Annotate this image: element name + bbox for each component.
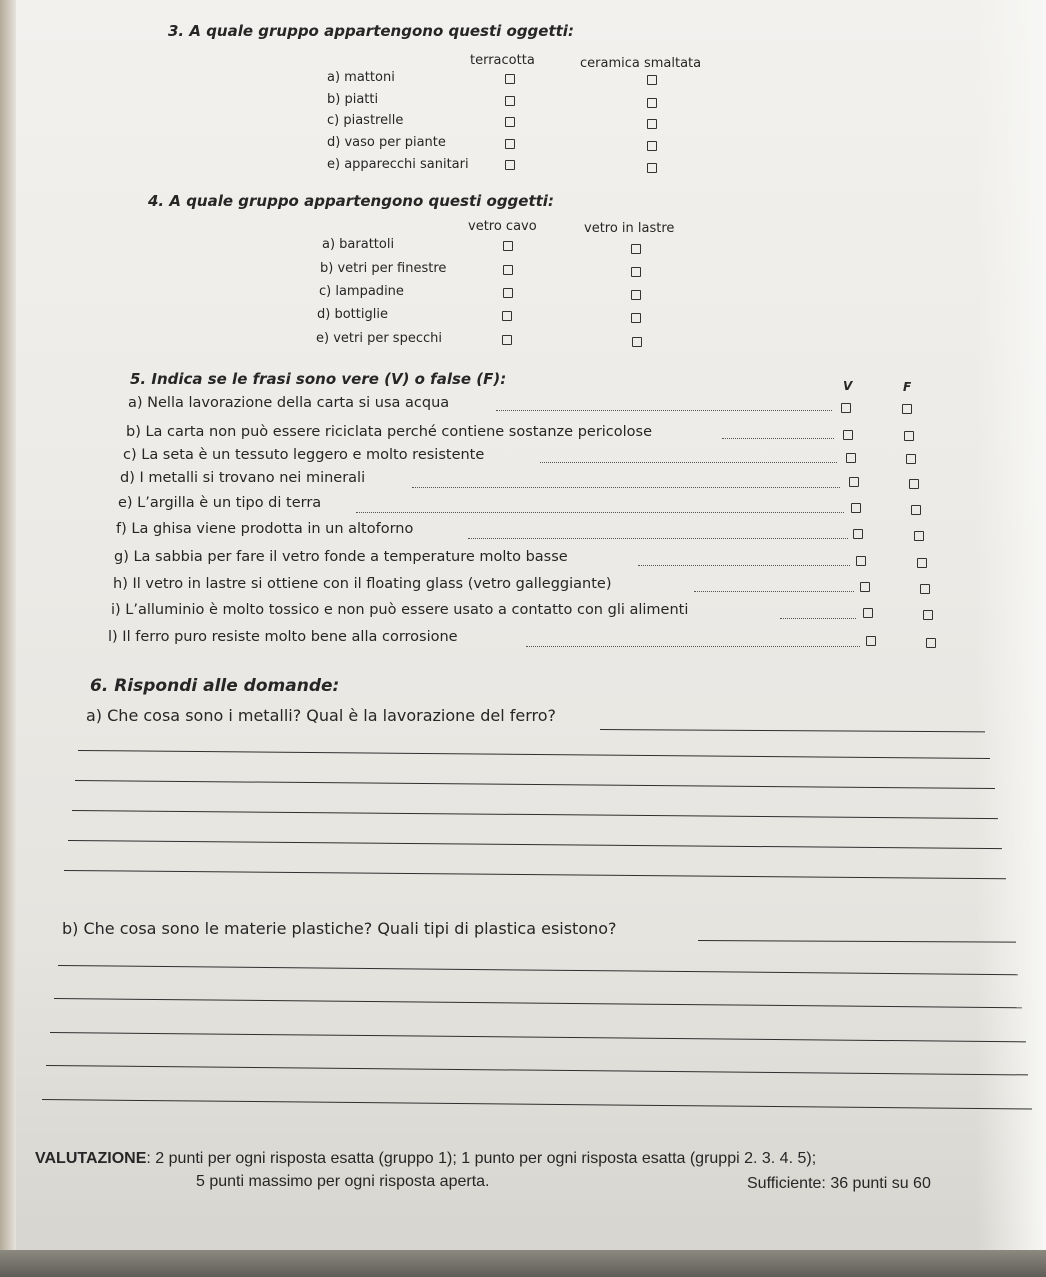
q4-checkbox-d-cavo[interactable] xyxy=(502,311,512,321)
q5-dots-g xyxy=(638,565,850,566)
q6-question-a: a) Che cosa sono i metalli? Qual è la lavorazione del ferro? xyxy=(86,706,557,725)
q5-dots-b xyxy=(722,438,834,439)
answer-line-a-1[interactable] xyxy=(78,750,990,759)
q5-checkbox-b-f[interactable] xyxy=(904,431,914,441)
answer-line-b-3[interactable] xyxy=(50,1032,1026,1042)
q3-checkbox-d-ceramica[interactable] xyxy=(647,141,657,151)
q4-item-a: a) barattoli xyxy=(322,237,395,252)
q5-checkbox-i-v[interactable] xyxy=(863,608,873,618)
q3-checkbox-e-ceramica[interactable] xyxy=(647,163,657,173)
valutazione-sufficiente: Sufficiente: 36 punti su 60 xyxy=(747,1175,931,1192)
answer-line-b-2[interactable] xyxy=(54,998,1022,1008)
q5-checkbox-a-v[interactable] xyxy=(841,403,851,413)
q4-col-vetro-cavo: vetro cavo xyxy=(468,219,537,234)
q5-dots-h xyxy=(694,591,854,592)
q5-checkbox-h-v[interactable] xyxy=(860,582,870,592)
q5-statement-d: d) I metalli si trovano nei minerali xyxy=(120,470,366,486)
q5-checkbox-l-f[interactable] xyxy=(926,638,936,648)
q4-checkbox-d-lastre[interactable] xyxy=(631,313,641,323)
valutazione-text-2: 5 punti massimo per ogni risposta aperta. xyxy=(196,1173,490,1190)
q4-item-b: b) vetri per finestre xyxy=(320,261,447,276)
q4-checkbox-a-lastre[interactable] xyxy=(631,244,641,254)
q4-checkbox-c-lastre[interactable] xyxy=(631,290,641,300)
q3-checkbox-b-terracotta[interactable] xyxy=(505,96,515,106)
q5-dots-i xyxy=(780,618,856,619)
q3-checkbox-a-terracotta[interactable] xyxy=(505,74,515,84)
q5-statement-a: a) Nella lavorazione della carta si usa acqua xyxy=(128,395,450,411)
q4-checkbox-a-cavo[interactable] xyxy=(503,241,513,251)
q5-statement-f: f) La ghisa viene prodotta in un altoforno xyxy=(116,521,414,537)
q5-dots-d xyxy=(412,487,840,488)
q4-item-d: d) bottiglie xyxy=(317,307,388,322)
answer-line-a-2[interactable] xyxy=(75,780,995,789)
answer-line-a-0[interactable] xyxy=(600,729,985,732)
q5-statement-c: c) La seta è un tessuto leggero e molto resistente xyxy=(123,447,485,463)
answer-line-a-5[interactable] xyxy=(64,870,1006,879)
q4-checkbox-e-lastre[interactable] xyxy=(632,337,642,347)
q5-checkbox-d-f[interactable] xyxy=(909,479,919,489)
q3-item-d: d) vaso per piante xyxy=(327,135,446,150)
q3-checkbox-c-ceramica[interactable] xyxy=(647,119,657,129)
q6-question-b: b) Che cosa sono le materie plastiche? Quali tipi di plastica esistono? xyxy=(62,919,617,938)
q5-checkbox-h-f[interactable] xyxy=(920,584,930,594)
q5-checkbox-g-f[interactable] xyxy=(917,558,927,568)
answer-line-a-4[interactable] xyxy=(68,840,1002,849)
q5-checkbox-c-v[interactable] xyxy=(846,453,856,463)
q4-col-vetro-lastre: vetro in lastre xyxy=(584,221,675,236)
q5-f-label: F xyxy=(903,380,912,394)
answer-line-a-3[interactable] xyxy=(72,810,998,819)
q5-dots-a xyxy=(496,410,832,411)
q5-heading: 5. Indica se le frasi sono vere (V) o false (F): xyxy=(130,370,507,388)
q5-checkbox-d-v[interactable] xyxy=(849,477,859,487)
q5-checkbox-a-f[interactable] xyxy=(902,404,912,414)
q4-item-e: e) vetri per specchi xyxy=(316,331,442,346)
q5-dots-e xyxy=(356,512,844,513)
q5-checkbox-l-v[interactable] xyxy=(866,636,876,646)
q3-item-a: a) mattoni xyxy=(327,70,395,85)
page-left-edge xyxy=(0,0,16,1250)
q5-checkbox-f-f[interactable] xyxy=(914,531,924,541)
q3-col-ceramica: ceramica smaltata xyxy=(580,56,702,71)
valutazione-label: VALUTAZIONE xyxy=(35,1150,147,1167)
q5-statement-i: i) L’alluminio è molto tossico e non può essere usato a contatto con gli alimenti xyxy=(111,602,689,618)
q5-dots-c xyxy=(540,462,837,463)
valutazione-text-1: : 2 punti per ogni risposta esatta (gruppo 1); 1 punto per ogni risposta esatta (gruppi 2. 3. 4. 5); xyxy=(146,1150,817,1167)
q5-statement-e: e) L’argilla è un tipo di terra xyxy=(118,495,322,511)
q3-checkbox-c-terracotta[interactable] xyxy=(505,117,515,127)
q4-checkbox-b-cavo[interactable] xyxy=(503,265,513,275)
answer-line-b-1[interactable] xyxy=(58,965,1018,975)
q5-checkbox-e-v[interactable] xyxy=(851,503,861,513)
q3-checkbox-e-terracotta[interactable] xyxy=(505,160,515,170)
q6-heading: 6. Rispondi alle domande: xyxy=(90,676,340,696)
q5-dots-f xyxy=(468,538,848,539)
answer-line-b-0[interactable] xyxy=(698,940,1016,943)
q3-item-c: c) piastrelle xyxy=(327,113,404,128)
desk-surface xyxy=(0,1250,1046,1277)
q5-checkbox-c-f[interactable] xyxy=(906,454,916,464)
q3-checkbox-b-ceramica[interactable] xyxy=(647,98,657,108)
q5-statement-g: g) La sabbia per fare il vetro fonde a temperature molto basse xyxy=(114,549,568,565)
page-right-edge xyxy=(976,0,1046,1250)
q4-checkbox-b-lastre[interactable] xyxy=(631,267,641,277)
q5-checkbox-i-f[interactable] xyxy=(923,610,933,620)
q3-col-terracotta: terracotta xyxy=(470,53,535,68)
q3-checkbox-d-terracotta[interactable] xyxy=(505,139,515,149)
q5-checkbox-g-v[interactable] xyxy=(856,556,866,566)
q5-statement-h: h) Il vetro in lastre si ottiene con il floating glass (vetro galleggiante) xyxy=(113,576,612,592)
q5-statement-l: l) Il ferro puro resiste molto bene alla corrosione xyxy=(108,629,458,645)
q4-checkbox-c-cavo[interactable] xyxy=(503,288,513,298)
q5-dots-l xyxy=(526,646,860,647)
q4-heading: 4. A quale gruppo appartengono questi oggetti: xyxy=(148,192,554,210)
q5-checkbox-e-f[interactable] xyxy=(911,505,921,515)
q5-checkbox-f-v[interactable] xyxy=(853,529,863,539)
q5-checkbox-b-v[interactable] xyxy=(843,430,853,440)
q5-statement-b: b) La carta non può essere riciclata perché contiene sostanze pericolose xyxy=(126,424,653,440)
q3-item-b: b) piatti xyxy=(327,92,379,107)
q3-checkbox-a-ceramica[interactable] xyxy=(647,75,657,85)
valutazione-line-1 xyxy=(35,1150,816,1168)
q3-item-e: e) apparecchi sanitari xyxy=(327,157,469,172)
q5-v-label: V xyxy=(843,379,853,393)
q4-checkbox-e-cavo[interactable] xyxy=(502,335,512,345)
q3-heading: 3. A quale gruppo appartengono questi oggetti: xyxy=(168,22,574,40)
q4-item-c: c) lampadine xyxy=(319,284,404,299)
answer-line-b-4[interactable] xyxy=(46,1065,1028,1075)
answer-line-b-5[interactable] xyxy=(42,1099,1032,1110)
